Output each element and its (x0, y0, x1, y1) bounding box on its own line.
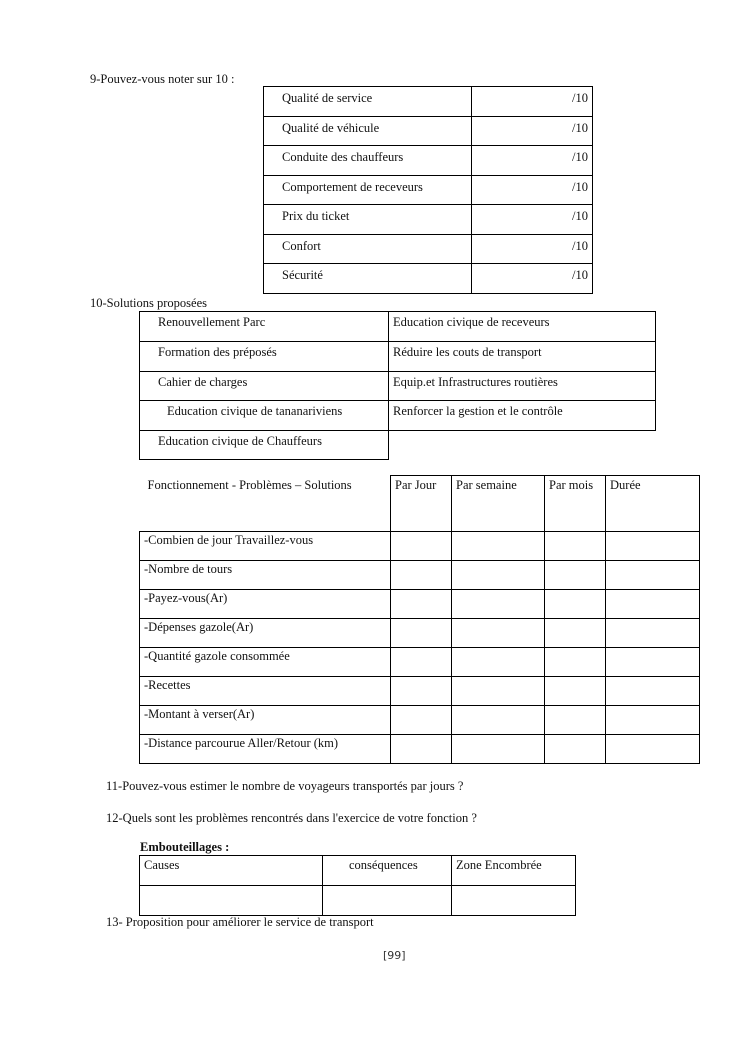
fps-header-main: Fonctionnement - Problèmes – Solutions (140, 476, 391, 532)
fps-cell[interactable] (391, 648, 452, 677)
q12-label: 12-Quels sont les problèmes rencontrés dans l'exercice de votre fonction ? (106, 811, 477, 825)
q9-rating-table (263, 86, 593, 294)
fps-cell[interactable] (606, 706, 700, 735)
fps-cell[interactable] (391, 735, 452, 764)
rating-item: Conduite des chauffeurs (264, 146, 472, 176)
emb-header-zone: Zone Encombrée (452, 856, 576, 886)
rating-item: Comportement de receveurs (264, 176, 472, 205)
fps-header-duration: Durée (606, 476, 700, 532)
fps-header-week: Par semaine (452, 476, 545, 532)
embouteillages-title: Embouteillages : (140, 840, 230, 854)
fps-cell[interactable] (391, 590, 452, 619)
q13-label: 13- Proposition pour améliorer le service de transport (106, 915, 374, 929)
fps-cell[interactable] (545, 619, 606, 648)
fps-row-label: -Payez-vous(Ar) (140, 590, 391, 619)
fps-cell[interactable] (545, 677, 606, 706)
fps-cell[interactable] (391, 532, 452, 561)
fps-cell[interactable] (606, 619, 700, 648)
rating-score[interactable]: /10 (472, 176, 593, 205)
fps-cell[interactable] (452, 590, 545, 619)
fps-row-label: -Distance parcourue Aller/Retour (km) (140, 735, 391, 764)
fps-cell[interactable] (606, 561, 700, 590)
fps-row-label: -Nombre de tours (140, 561, 391, 590)
rating-score[interactable]: /10 (472, 205, 593, 235)
fps-cell[interactable] (391, 677, 452, 706)
rating-score[interactable]: /10 (472, 235, 593, 264)
solution-right: Education civique de receveurs (389, 312, 656, 342)
rating-item: Qualité de véhicule (264, 117, 472, 146)
emb-header-consequences: conséquences (323, 856, 452, 886)
solution-empty (389, 431, 656, 460)
fps-cell[interactable] (391, 706, 452, 735)
fps-row-label: -Combien de jour Travaillez-vous (140, 532, 391, 561)
fps-cell[interactable] (391, 619, 452, 648)
fps-cell[interactable] (606, 735, 700, 764)
fps-row-label: -Dépenses gazole(Ar) (140, 619, 391, 648)
emb-header-causes: Causes (140, 856, 323, 886)
fps-cell[interactable] (606, 648, 700, 677)
rating-score[interactable]: /10 (472, 87, 593, 117)
fps-cell[interactable] (545, 561, 606, 590)
fps-cell[interactable] (545, 532, 606, 561)
solution-right: Réduire les couts de transport (389, 342, 656, 372)
fps-row-label: -Montant à verser(Ar) (140, 706, 391, 735)
q10-solutions-table (139, 311, 656, 460)
rating-score[interactable]: /10 (472, 117, 593, 146)
rating-item: Sécurité (264, 264, 472, 294)
fps-cell[interactable] (391, 561, 452, 590)
solution-right: Renforcer la gestion et le contrôle (389, 401, 656, 431)
fonctionnement-table (139, 475, 700, 764)
fps-cell[interactable] (545, 706, 606, 735)
fps-cell[interactable] (452, 532, 545, 561)
solution-left: Renouvellement Parc (140, 312, 389, 342)
q10-label: 10-Solutions proposées (90, 296, 208, 310)
solution-left: Education civique de Chauffeurs (140, 431, 389, 460)
emb-cell[interactable] (323, 886, 452, 916)
rating-score[interactable]: /10 (472, 146, 593, 176)
embouteillages-table (139, 855, 576, 916)
fps-cell[interactable] (545, 590, 606, 619)
fps-cell[interactable] (606, 590, 700, 619)
fps-row-label: -Quantité gazole consommée (140, 648, 391, 677)
solution-left: Formation des préposés (140, 342, 389, 372)
fps-cell[interactable] (452, 561, 545, 590)
rating-item: Qualité de service (264, 87, 472, 117)
q11-label: 11-Pouvez-vous estimer le nombre de voyageurs transportés par jours ? (106, 779, 464, 793)
solution-left: Education civique de tananariviens (140, 401, 389, 431)
fps-row-label: -Recettes (140, 677, 391, 706)
fps-cell[interactable] (452, 706, 545, 735)
page-number: [99] (383, 949, 406, 962)
fps-cell[interactable] (452, 735, 545, 764)
rating-item: Confort (264, 235, 472, 264)
fps-cell[interactable] (545, 735, 606, 764)
rating-item: Prix du ticket (264, 205, 472, 235)
emb-cell[interactable] (140, 886, 323, 916)
fps-header-month: Par mois (545, 476, 606, 532)
fps-cell[interactable] (545, 648, 606, 677)
emb-cell[interactable] (452, 886, 576, 916)
solution-left: Cahier de charges (140, 372, 389, 401)
fps-cell[interactable] (606, 677, 700, 706)
rating-score[interactable]: /10 (472, 264, 593, 294)
solution-right: Equip.et Infrastructures routières (389, 372, 656, 401)
fps-cell[interactable] (452, 619, 545, 648)
fps-header-day: Par Jour (391, 476, 452, 532)
fps-cell[interactable] (606, 532, 700, 561)
q9-label: 9-Pouvez-vous noter sur 10 : (90, 72, 235, 86)
fps-cell[interactable] (452, 648, 545, 677)
fps-cell[interactable] (452, 677, 545, 706)
